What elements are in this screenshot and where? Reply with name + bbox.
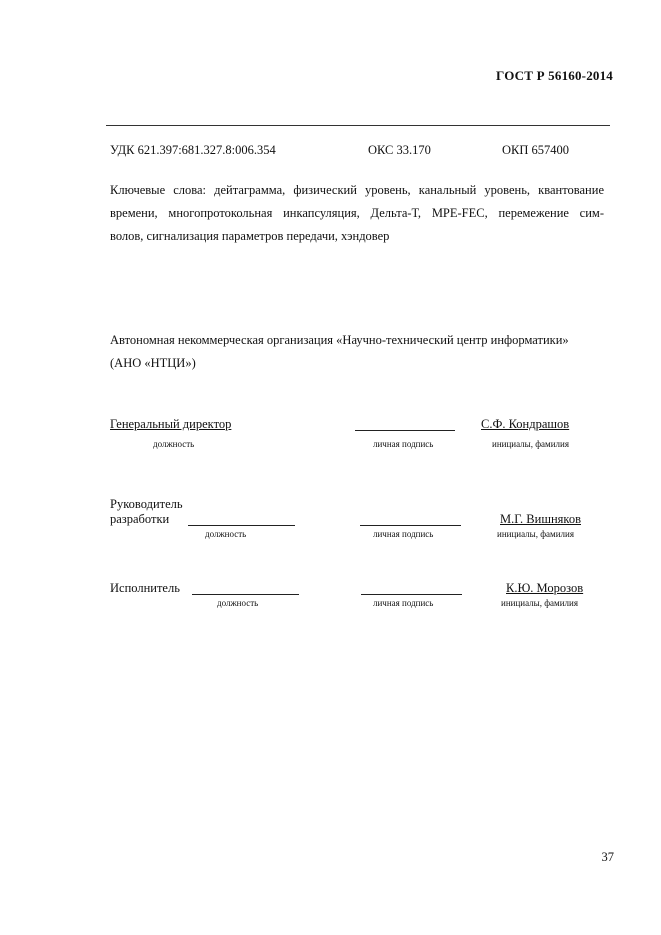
executor-signature-line bbox=[361, 594, 462, 595]
organization-name: Автономная некоммерческая организация «Научно-технический центр информатики» bbox=[110, 333, 569, 347]
executor-position-line bbox=[192, 594, 299, 595]
keywords-line: времени, многопротокольная инкапсуляция, Дельта-Т, MPE-FEC, перемежение сим- bbox=[110, 206, 604, 220]
keywords-line: Ключевые слова: дейтаграмма, физический уровень, канальный уровень, квантование bbox=[110, 183, 604, 197]
organization-abbr: (АНО «НТЦИ») bbox=[110, 356, 196, 370]
oks-code: ОКС 33.170 bbox=[368, 143, 431, 157]
director-signature-caption: личная подпись bbox=[373, 439, 434, 449]
lead-name: М.Г. Вишняков bbox=[500, 512, 581, 526]
udk-code: УДК 621.397:681.327.8:006.354 bbox=[110, 143, 276, 157]
director-signature-line bbox=[355, 430, 455, 431]
executor-signature-caption: личная подпись bbox=[373, 598, 434, 608]
executor-role: Исполнитель bbox=[110, 581, 180, 595]
director-name: С.Ф. Кондрашов bbox=[481, 417, 570, 431]
director-role: Генеральный директор bbox=[110, 417, 232, 431]
organization-block bbox=[110, 329, 606, 375]
lead-position-line bbox=[188, 525, 295, 526]
lead-initials-caption: инициалы, фамилия bbox=[497, 529, 574, 539]
lead-position-caption: должность bbox=[205, 529, 247, 539]
executor-initials-caption: инициалы, фамилия bbox=[501, 598, 578, 608]
director-initials-caption: инициалы, фамилия bbox=[492, 439, 569, 449]
executor-name: К.Ю. Морозов bbox=[506, 581, 584, 595]
header-rule bbox=[106, 125, 610, 126]
lead-signature-line bbox=[360, 525, 461, 526]
okp-code: ОКП 657400 bbox=[502, 143, 570, 157]
standard-header: ГОСТ Р 56160-2014 bbox=[496, 68, 613, 83]
lead-signature-caption: личная подпись bbox=[373, 529, 434, 539]
keywords-line: волов, сигнализация параметров передачи, хэндовер bbox=[110, 229, 390, 243]
lead-role-line1: Руководитель bbox=[110, 497, 183, 511]
keywords-paragraph bbox=[110, 179, 604, 248]
executor-position-caption: должность bbox=[217, 598, 259, 608]
director-position-caption: должность bbox=[153, 439, 195, 449]
page-number: 37 bbox=[601, 850, 614, 864]
lead-role-line2: разработки bbox=[110, 512, 170, 526]
